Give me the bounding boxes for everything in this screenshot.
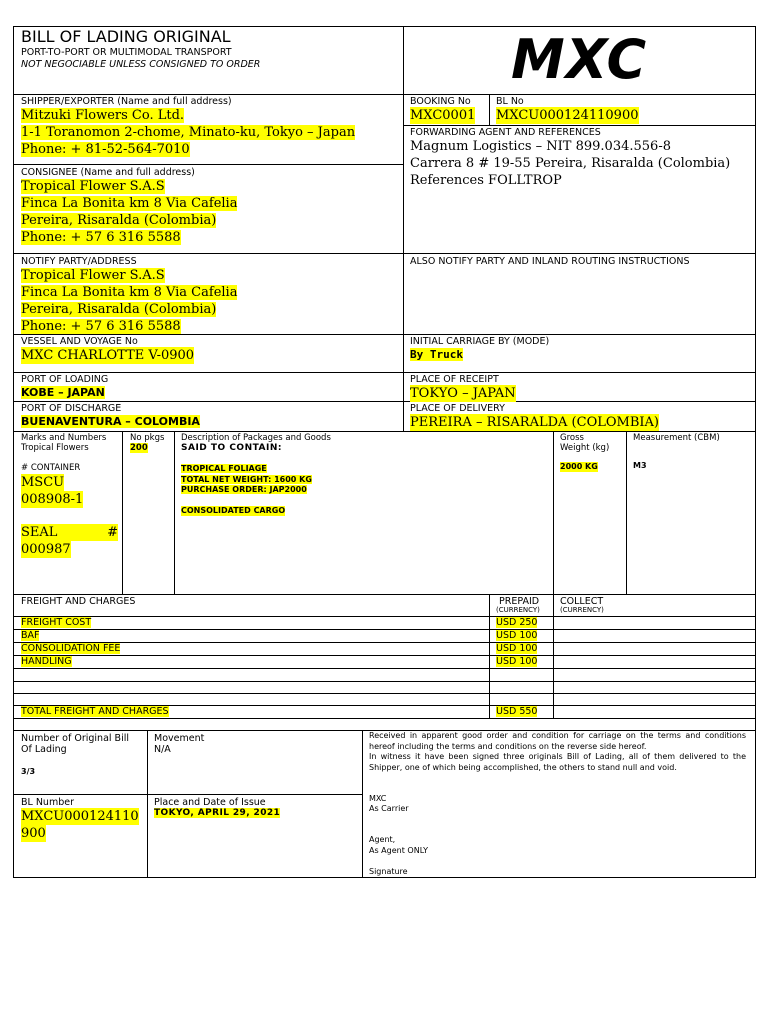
document-subtitle: PORT-TO-PORT OR MULTIMODAL TRANSPORT [21, 47, 232, 58]
divider [13, 253, 756, 254]
gross-weight-value: 2000 KG [560, 462, 598, 471]
divider [13, 668, 756, 669]
place-receipt-value: TOKYO – JAPAN [410, 386, 516, 401]
gross-weight-label: Weight (kg) [560, 443, 610, 453]
divider [403, 125, 756, 126]
received-terms: Received in apparent good order and condition for carriage on the terms and conditions hereof including the terms and conditions on the reverse side hereof. [369, 731, 746, 751]
port-discharge-value: BUENAVENTURA – COLOMBIA [21, 415, 200, 428]
consignee-address [21, 178, 237, 246]
charge-prepaid: USD 250 [496, 617, 538, 628]
notify-line: Tropical Flower S.A.S [21, 268, 165, 283]
consolidated-cargo: CONSOLIDATED CARGO [181, 506, 286, 515]
divider [403, 26, 404, 431]
divider [13, 718, 756, 719]
divider [553, 431, 554, 594]
seal-text: SEAL [21, 525, 58, 540]
booking-number: MXC0001 [410, 108, 476, 123]
forwarding-line: Carrera 8 # 19-55 Pereira, Risaralda (Colombia) [410, 156, 731, 171]
forwarding-line: Magnum Logistics – NIT 899.034.556-8 [410, 139, 671, 154]
consignee-label: CONSIGNEE (Name and full address) [21, 167, 195, 178]
divider [13, 94, 756, 95]
measurement-label: Measurement (CBM) [633, 433, 720, 443]
charge-name: BAF [21, 630, 40, 641]
bl-number-value: MXCU000124110 [21, 809, 139, 824]
vessel-value: MXC CHARLOTTE V-0900 [21, 348, 195, 363]
notify-line: Phone: + 57 6 316 5588 [21, 319, 181, 334]
witness-terms: In witness it have been signed three originals Bill of Lading, all of them delivered to the Shipper, one of which being accomplished, the others to stand null and void. [369, 752, 746, 772]
port-loading-value: KOBE – JAPAN [21, 386, 105, 399]
divider [174, 431, 175, 594]
carrier-name: MXC [369, 794, 387, 803]
shipper-address [21, 107, 355, 158]
gross-weight-label: Gross [560, 433, 584, 443]
collect-label: COLLECT [560, 596, 604, 607]
goods-line: TROPICAL FOLIAGE [181, 464, 267, 473]
prepaid-label: PREPAID [499, 596, 540, 607]
bl-no-value: MXCU000124110900 [496, 108, 639, 123]
shipper-line: 1-1 Toranomon 2-chome, Minato-ku, Tokyo – Japan [21, 125, 356, 140]
divider [489, 94, 490, 125]
shipper-line: Mitzuki Flowers Co. Ltd. [21, 108, 185, 123]
seal-hash: # [107, 525, 118, 540]
notify-label: NOTIFY PARTY/ADDRESS [21, 256, 137, 267]
also-notify-label: ALSO NOTIFY PARTY AND INLAND ROUTING INSTRUCTIONS [410, 256, 690, 267]
collect-currency: (CURRENCY) [560, 606, 604, 614]
booking-label: BOOKING No [410, 96, 471, 107]
negotiable-note: NOT NEGOCIABLE UNLESS CONSIGNED TO ORDER [21, 59, 261, 70]
originals-label: Of Lading [21, 744, 67, 755]
divider [147, 730, 148, 878]
document-title: BILL OF LADING ORIGINAL [21, 27, 231, 46]
charge-prepaid: USD 100 [496, 656, 538, 667]
prepaid-currency: (CURRENCY) [496, 606, 540, 614]
goods-description [181, 464, 312, 496]
measurement-value: M3 [633, 461, 647, 470]
place-delivery-value: PEREIRA – RISARALDA (COLOMBIA) [410, 415, 659, 430]
notify-line: Pereira, Risaralda (Colombia) [21, 302, 217, 317]
divider [489, 594, 490, 718]
divider [13, 401, 756, 402]
signature-label: Signature [369, 867, 408, 876]
port-discharge-label: PORT OF DISCHARGE [21, 403, 122, 414]
divider [13, 164, 403, 165]
marks-label: Marks and Numbers [21, 433, 107, 443]
bl-number-value: 900 [21, 826, 46, 841]
place-date-label: Place and Date of Issue [154, 797, 266, 808]
carrier-logo: MXC [511, 28, 648, 91]
said-to-contain: SAID TO CONTAIN: [181, 443, 282, 453]
bl-number-label: BL Number [21, 797, 74, 808]
container-label: # CONTAINER [21, 463, 81, 473]
forwarding-line: References FOLLTROP [410, 173, 562, 188]
consignee-line: Pereira, Risaralda (Colombia) [21, 213, 217, 228]
goods-line: PURCHASE ORDER: JAP2000 [181, 485, 307, 494]
charge-name: FREIGHT COST [21, 617, 92, 628]
container-number: 008908-1 [21, 492, 84, 507]
originals-value: 3/3 [21, 767, 36, 776]
divider [13, 693, 756, 694]
charge-prepaid: USD 100 [496, 630, 538, 641]
forwarding-agent [410, 138, 730, 189]
charge-name: CONSOLIDATION FEE [21, 643, 121, 654]
divider [122, 431, 123, 594]
place-receipt-label: PLACE OF RECEIPT [410, 374, 499, 385]
marks-value: Tropical Flowers [21, 443, 89, 453]
notify-line: Finca La Bonita km 8 Via Cafelia [21, 285, 238, 300]
initial-carriage-value: By Truck [410, 348, 463, 361]
place-delivery-label: PLACE OF DELIVERY [410, 403, 505, 414]
agent-label: Agent, [369, 835, 396, 844]
agent-role: As Agent ONLY [369, 846, 428, 855]
bl-no-label: BL No [496, 96, 524, 107]
notify-address [21, 267, 237, 335]
forwarding-label: FORWARDING AGENT AND REFERENCES [410, 127, 601, 138]
divider [626, 431, 627, 594]
movement-label: Movement [154, 733, 205, 744]
consignee-line: Tropical Flower S.A.S [21, 179, 165, 194]
carrier-role: As Carrier [369, 804, 409, 813]
divider [13, 629, 756, 630]
charge-prepaid: USD 100 [496, 643, 538, 654]
divider [13, 372, 756, 373]
port-loading-label: PORT OF LOADING [21, 374, 109, 385]
divider [13, 655, 756, 656]
divider [13, 616, 756, 617]
seal-number: 000987 [21, 542, 71, 557]
charge-name: HANDLING [21, 656, 72, 667]
divider [362, 730, 363, 878]
total-freight-label: TOTAL FREIGHT AND CHARGES [21, 706, 169, 717]
vessel-label: VESSEL AND VOYAGE No [21, 336, 138, 347]
pkgs-label: No pkgs [130, 433, 165, 443]
movement-value: N/A [154, 744, 171, 755]
originals-label: Number of Original Bill [21, 733, 129, 744]
description-label: Description of Packages and Goods [181, 433, 331, 443]
divider [13, 594, 756, 595]
container-number: MSCU [21, 475, 65, 490]
total-freight-value: USD 550 [496, 706, 538, 717]
goods-line: TOTAL NET WEIGHT: 1600 KG [181, 474, 312, 484]
place-date-value: TOKYO, APRIL 29, 2021 [154, 808, 281, 818]
shipper-line: Phone: + 81-52-564-7010 [21, 142, 190, 157]
initial-carriage-label: INITIAL CARRIAGE BY (MODE) [410, 336, 550, 347]
freight-label: FREIGHT AND CHARGES [21, 596, 136, 607]
divider [13, 681, 756, 682]
consignee-line: Finca La Bonita km 8 Via Cafelia [21, 196, 238, 211]
divider [553, 594, 554, 718]
consignee-line: Phone: + 57 6 316 5588 [21, 230, 181, 245]
divider [13, 431, 756, 432]
seal-label [21, 524, 118, 541]
divider [13, 794, 362, 795]
shipper-label: SHIPPER/EXPORTER (Name and full address) [21, 96, 232, 107]
pkgs-value: 200 [130, 443, 148, 453]
divider [13, 642, 756, 643]
